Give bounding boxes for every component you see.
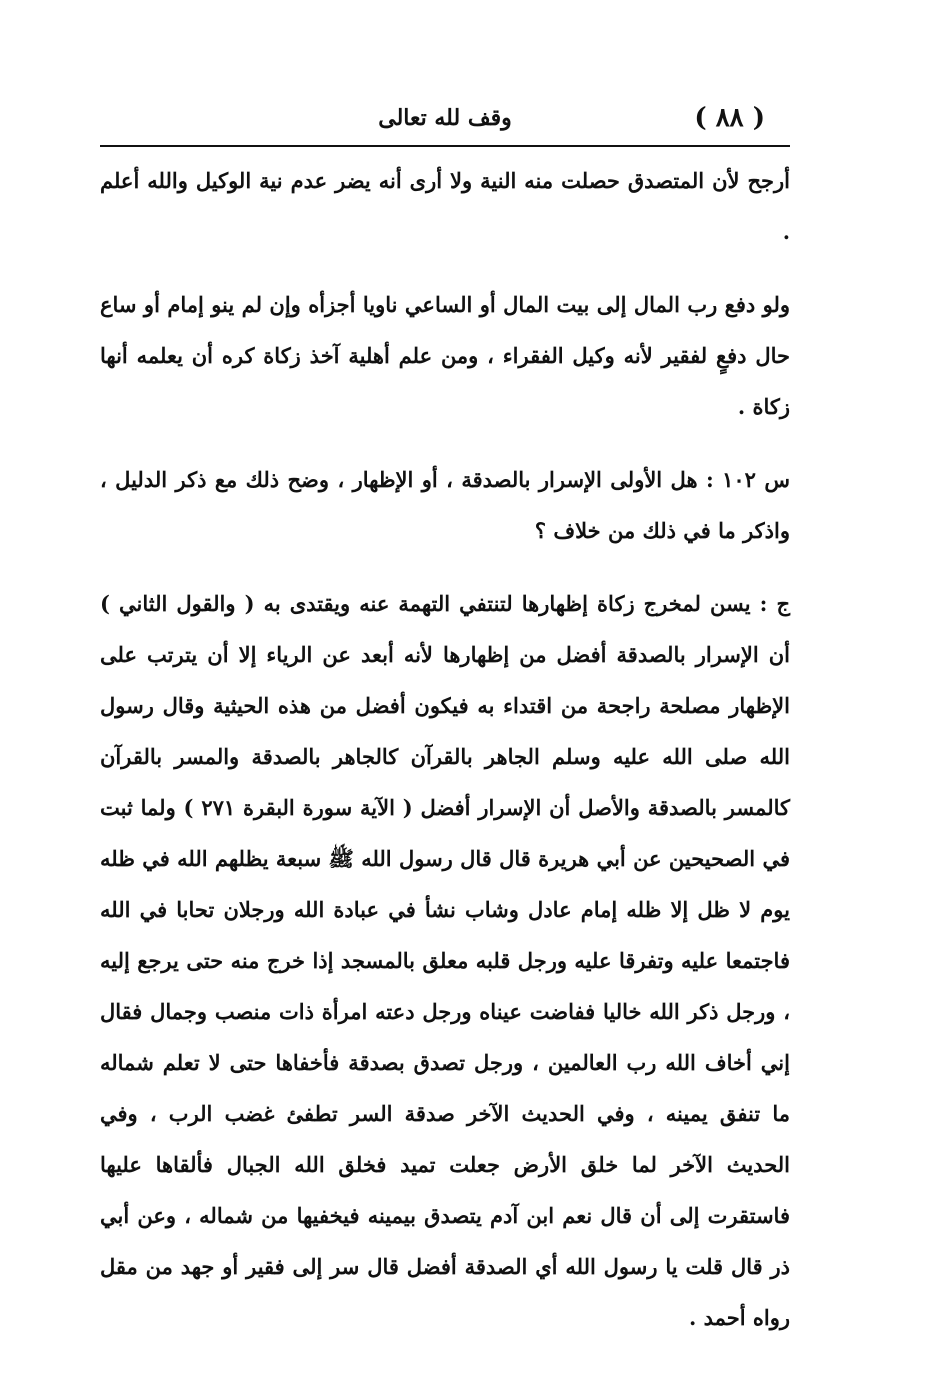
- page-number: ( ٨٨ ): [694, 103, 765, 133]
- answer-102: [100, 578, 790, 1343]
- answer-text: يسن لمخرج زكاة إظهارها لتنتفي التهمة عنه ويقتدى به ( والقول الثاني ) أن الإسرار بالصدقة أفضل من إظهارها لأنه أبعد عن الرياء إلا أن يترتب على الإظهار مصلحة راجحة من اقتداء به فيكون أفضل من هذه الحيثية وقال رسول الله صلى الله عليه وسلم الجاهر بالقرآن كالجاهر بالصدقة والمسر بالقرآن كالمسر بالصدقة والأصل أن الإسرار أفضل ( الآية سورة البقرة ٢٧١ ) ولما ثبت في الصحيحين عن أبي هريرة قال قال رسول الله ﷺ سبعة يظلهم الله في ظله يوم لا ظل إلا ظله إمام عادل وشاب نشأ في عبادة الله ورجلان تحابا في الله فاجتمعا عليه وتفرقا عليه ورجل قلبه معلق بالمسجد إذا خرج منه حتى يرجع إليه ، ورجل ذكر الله خاليا ففاضت عيناه ورجل دعته امرأة ذات منصب وجمال فقال إني أخاف الله رب العالمين ، ورجل تصدق بصدقة فأخفاها حتى لا تعلم شماله ما تنفق يمينه ، وفي الحديث الآخر صدقة السر تطفئ غضب الرب ، وفي الحديث الآخر لما خلق الأرض جعلت تميد فخلق الله الجبال فألقاها عليها فاستقرت إلى أن قال نعم ابن آدم يتصدق بيمينه فيخفيها من شماله ، وعن أبي ذر قال قلت يا رسول الله أي الصدقة أفضل قال سر إلى فقير أو جهد من مقل رواه أحمد .: [100, 591, 790, 1330]
- question-text: هل الأولى الإسرار بالصدقة ، أو الإظهار ، وضح ذلك مع ذكر الدليل ، واذكر ما في ذلك من خلاف ؟: [100, 467, 790, 543]
- question-102: [100, 454, 790, 556]
- page-body: [100, 147, 790, 1343]
- answer-label: ج :: [759, 591, 791, 616]
- book-page: [100, 95, 791, 1330]
- page-header: [100, 95, 790, 147]
- running-title: وقف لله تعالى: [378, 105, 512, 131]
- paragraph-continuation: أرجح لأن المتصدق حصلت منه النية ولا أرى أنه يضر عدم نية الوكيل والله أعلم .: [100, 168, 790, 244]
- question-label: س ١٠٢ :: [705, 467, 790, 492]
- paragraph-zakat-payment: ولو دفع رب المال إلى بيت المال أو الساعي ناويا أجزأه وإن لم ينو إمام أو ساع حال دفعٍ لفقير لأنه وكيل الفقراء ، ومن علم أهلية آخذ زكاة كره أن يعلمه أنها زكاة .: [100, 292, 790, 419]
